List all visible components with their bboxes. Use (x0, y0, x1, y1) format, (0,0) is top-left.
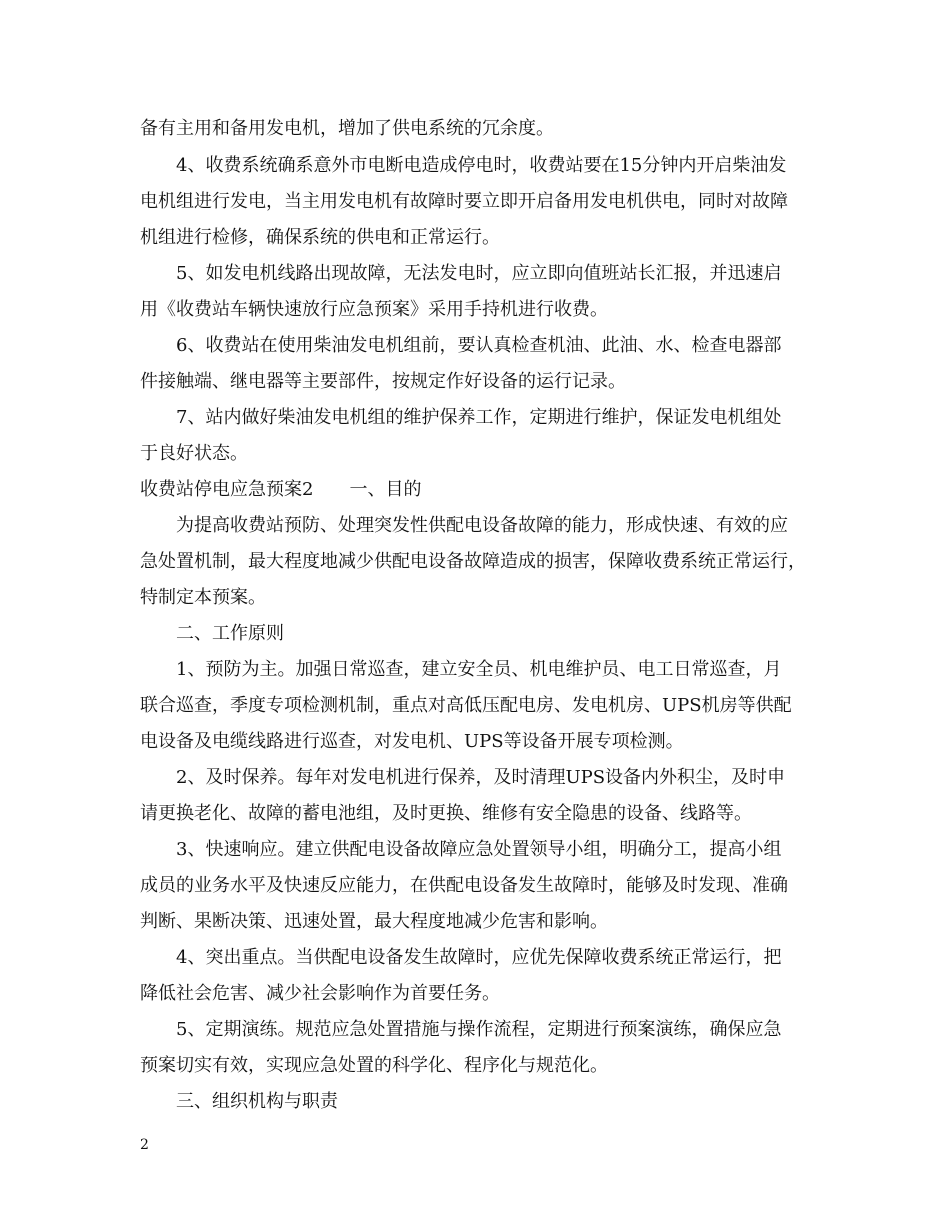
paragraph-line: 请更换老化、故障的蓄电池组，及时更换、维修有安全隐患的设备、线路等。 (140, 803, 752, 824)
paragraph-line: 5、定期演练。规范应急处置措施与操作流程，定期进行预案演练，确保应急 (176, 1019, 782, 1040)
paragraph-line: 特制定本预案。 (140, 587, 266, 608)
section-heading: 一、目的 (349, 479, 422, 500)
paragraph-line: 1、预防为主。加强日常巡查，建立安全员、机电维护员、电工日常巡查，月 (176, 659, 782, 680)
paragraph-line: 用《收费站车辆快速放行应急预案》采用手持机进行收费。 (140, 299, 608, 320)
paragraph-line: 电设备及电缆线路进行巡查，对发电机、UPS等设备开展专项检测。 (140, 731, 684, 752)
section-heading: 二、工作原则 (176, 623, 284, 644)
paragraph-line: 4、收费系统确系意外市电断电造成停电时，收费站要在15分钟内开启柴油发 (176, 155, 787, 176)
paragraph-line: 7、站内做好柴油发电机组的维护保养工作，定期进行维护，保证发电机组处 (176, 407, 782, 428)
paragraph-line: 成员的业务水平及快速反应能力，在供配电设备发生故障时，能够及时发现、准确 (140, 875, 788, 896)
paragraph-line: 6、收费站在使用柴油发电机组前，要认真检查机油、此油、水、检查电器部 (176, 335, 782, 356)
paragraph-line: 判断、果断决策、迅速处置，最大程度地减少危害和影响。 (140, 911, 608, 932)
paragraph-line: 预案切实有效，实现应急处置的科学化、程序化与规范化。 (140, 1055, 608, 1076)
paragraph-line: 急处置机制，最大程度地减少供配电设备故障造成的损害，保障收费系统正常运行， (140, 551, 806, 572)
paragraph-line: 电机组进行发电，当主用发电机有故障时要立即开启备用发电机供电，同时对故障 (140, 191, 788, 212)
paragraph-line: 5、如发电机线路出现故障，无法发电时，应立即向值班站长汇报，并迅速启 (176, 263, 782, 284)
paragraph-line: 件接触端、继电器等主要部件，按规定作好设备的运行记录。 (140, 371, 626, 392)
paragraph-line: 于良好状态。 (140, 443, 248, 464)
paragraph-line: 备有主用和备用发电机，增加了供电系统的冗余度。 (140, 118, 554, 139)
paragraph-line: 为提高收费站预防、处理突发性供配电设备故障的能力，形成快速、有效的应 (176, 515, 788, 536)
section-heading: 三、组织机构与职责 (176, 1091, 338, 1112)
paragraph-line: 2、及时保养。每年对发电机进行保养，及时清理UPS设备内外积尘，及时申 (176, 767, 786, 788)
section-title-line (140, 478, 421, 502)
section-title: 收费站停电应急预案2 (140, 479, 314, 500)
paragraph-line: 降低社会危害、减少社会影响作为首要任务。 (140, 983, 500, 1004)
paragraph-line: 4、突出重点。当供配电设备发生故障时，应优先保障收费系统正常运行，把 (176, 947, 782, 968)
page-number: 2 (140, 1137, 149, 1153)
paragraph-line: 联合巡查，季度专项检测机制，重点对高低压配电房、发电机房、UPS机房等供配 (140, 695, 792, 716)
paragraph-line: 3、快速响应。建立供配电设备故障应急处置领导小组，明确分工，提高小组 (176, 839, 782, 860)
paragraph-line: 机组进行检修，确保系统的供电和正常运行。 (140, 227, 500, 248)
